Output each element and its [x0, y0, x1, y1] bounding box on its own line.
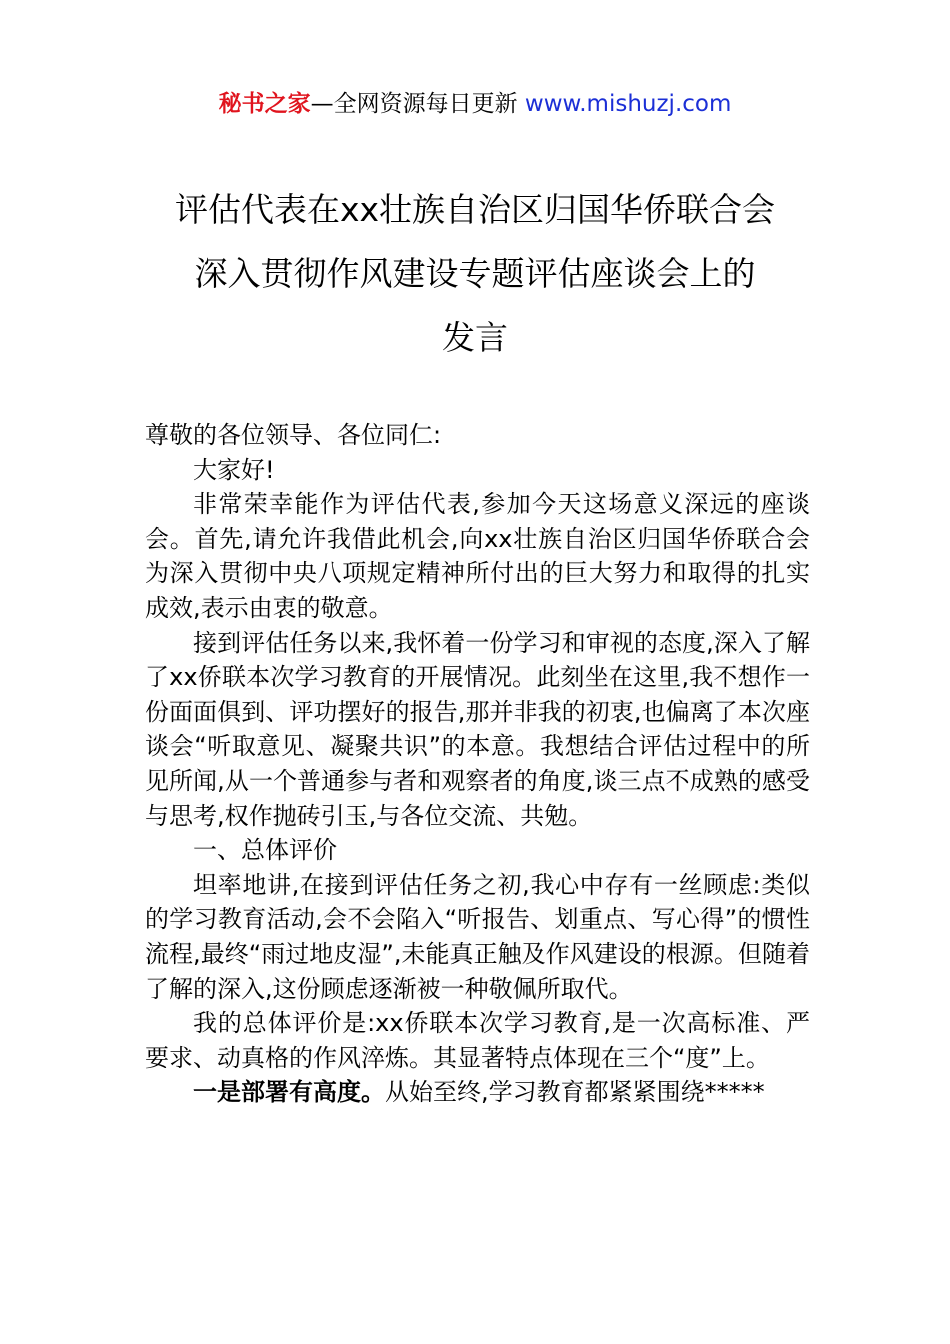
paragraph-overall-assessment: 我的总体评价是:xx侨联本次学习教育,是一次高标准、严要求、动真格的作风淬炼。其显著特点体现在三个“度”上。	[145, 1009, 810, 1072]
document-title	[100, 178, 850, 370]
site-url-link[interactable]: www.mishuzj.com	[524, 91, 732, 117]
point-one-heading: 一是部署有高度。	[193, 1078, 385, 1107]
greeting: 大家好!	[193, 455, 275, 484]
site-header	[0, 88, 950, 120]
paragraph-approach: 接到评估任务以来,我怀着一份学习和审视的态度,深入了解了xx侨联本次学习教育的开展情况。此刻坐在这里,我不想作一份面面俱到、评功摆好的报告,那并非我的初衷,也偏离了本次座谈会“听取意见、凝聚共识”的本意。我想结合评估过程中的所见所闻,从一个普通参与者和观察者的角度,谈三点不成熟的感受与思考,权作抛砖引玉,与各位交流、共勉。	[145, 628, 810, 830]
title-line-1: 评估代表在xx壮族自治区归国华侨联合会	[174, 190, 776, 229]
section-heading-overall-evaluation: 一、总体评价	[193, 836, 337, 865]
point-one-text: 从始至终,学习教育都紧紧围绕*****	[385, 1078, 765, 1107]
salutation: 尊敬的各位领导、各位同仁:	[145, 421, 442, 449]
site-brand: 秘书之家	[218, 91, 311, 117]
paragraph-point-one	[145, 1075, 810, 1110]
paragraph-intro: 非常荣幸能作为评估代表,参加今天这场意义深远的座谈会。首先,请允许我借此机会,向xx壮族自治区归国华侨联合会为深入贯彻中央八项规定精神所付出的巨大努力和取得的扎实成效,表示由衷的敬意。	[145, 490, 810, 622]
document-body	[145, 418, 810, 1110]
title-line-2: 深入贯彻作风建设专题评估座谈会上的	[194, 254, 756, 293]
title-line-3: 发言	[442, 318, 508, 357]
paragraph-concern: 坦率地讲,在接到评估任务之初,我心中存有一丝顾虑:类似的学习教育活动,会不会陷入“听报告、划重点、写心得”的惯性流程,最终“雨过地皮湿”,未能真正触及作风建设的根源。但随着了解的深入,这份顾虑逐渐被一种敬佩所取代。	[145, 870, 810, 1003]
site-tagline: —全网资源每日更新	[310, 91, 525, 117]
